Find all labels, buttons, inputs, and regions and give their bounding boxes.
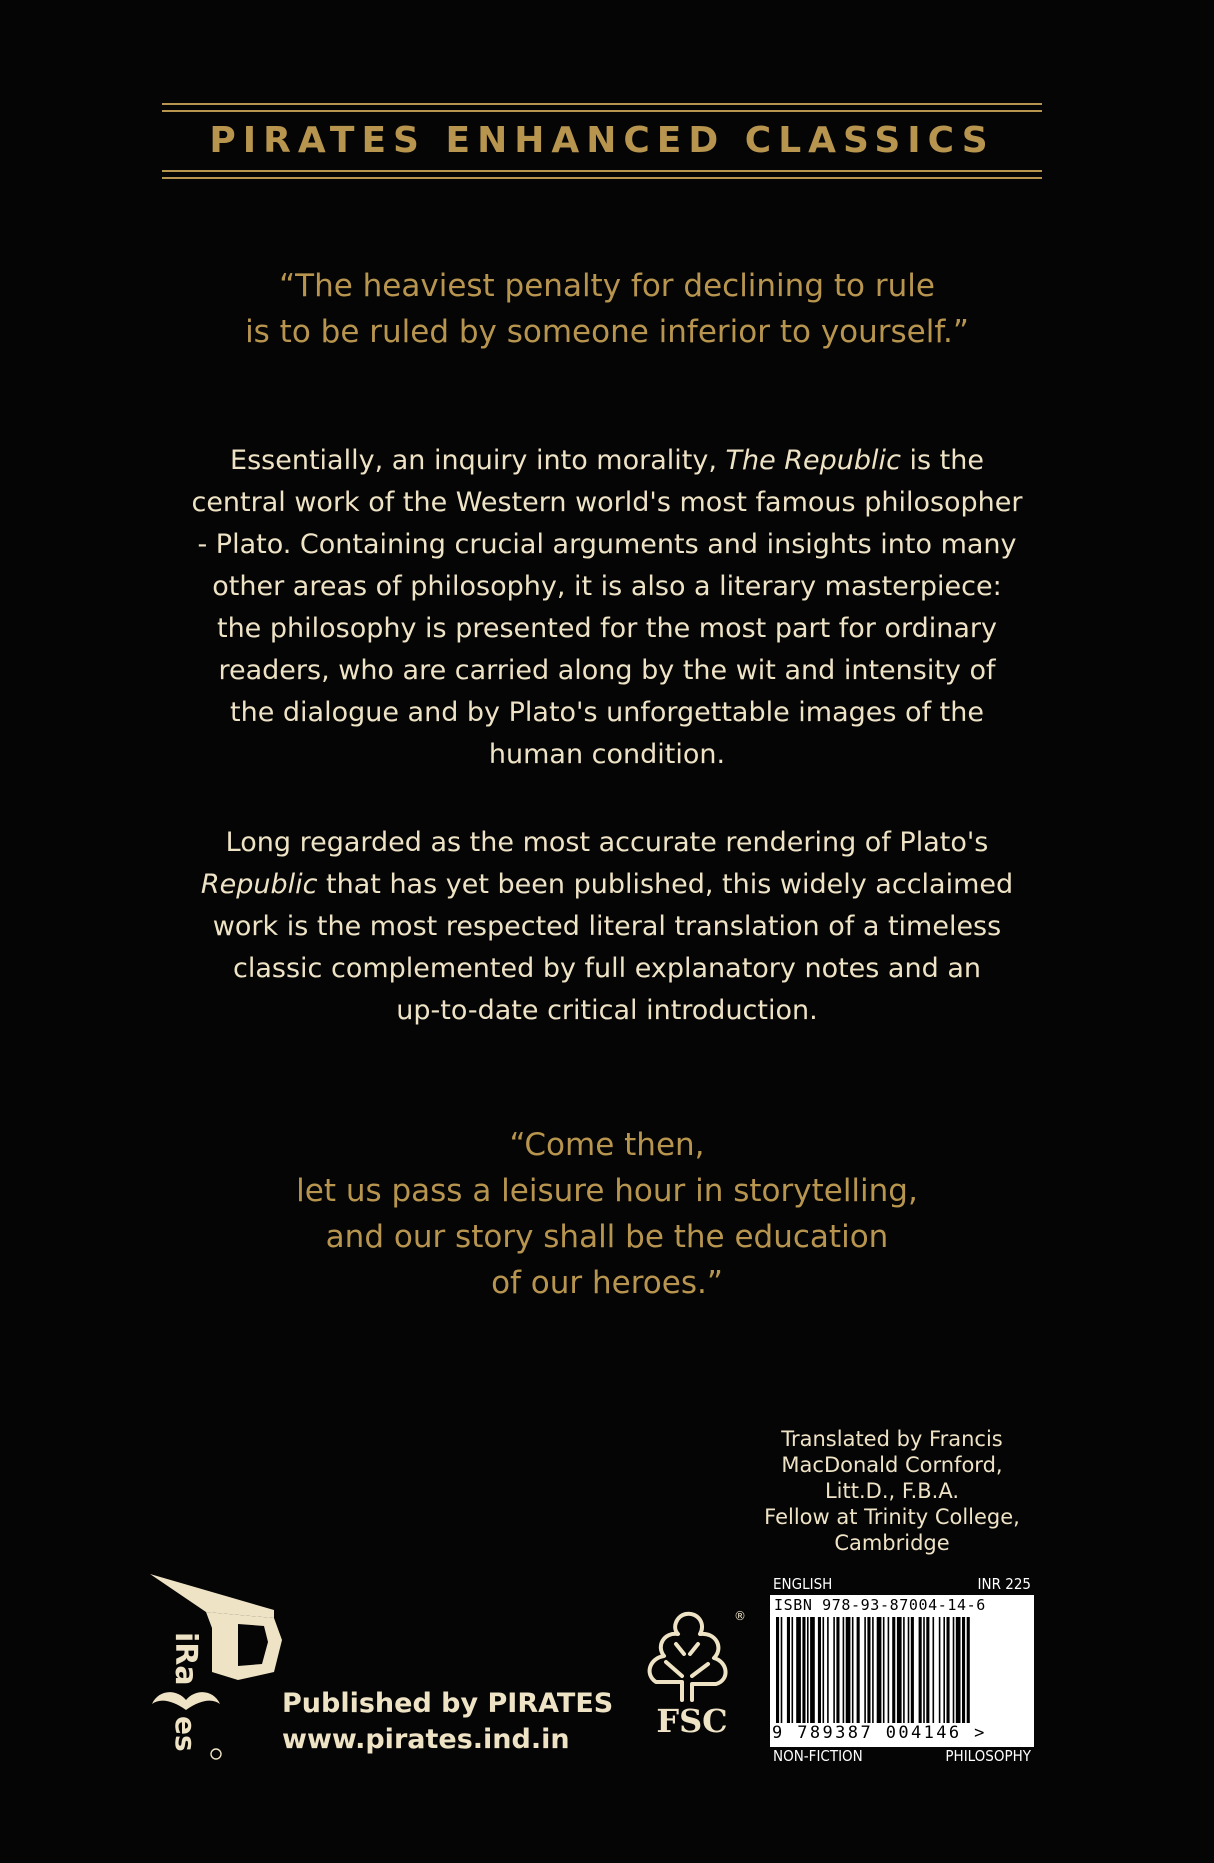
blurb-line: other areas of philosophy, it is also a literary masterpiece:	[212, 571, 1002, 602]
fsc-tree-icon	[636, 1604, 748, 1738]
barcode-bar	[802, 1617, 805, 1723]
blurb-line: work is the most respected literal translation of a timeless	[212, 911, 1002, 942]
barcode-bar	[857, 1617, 860, 1723]
barcode-bar	[908, 1617, 910, 1723]
blurb-line: the philosophy is presented for the most part for ordinary	[216, 613, 998, 644]
barcode-bar	[926, 1617, 929, 1723]
barcode-bar	[943, 1617, 945, 1723]
barcode-bar	[852, 1617, 854, 1723]
barcode-bar	[864, 1617, 866, 1723]
barcode-bar	[903, 1617, 905, 1723]
blurb-paragraph-1	[140, 440, 1074, 776]
blurb-line: central work of the Western world's most famous philosopher	[191, 487, 1023, 518]
translator-line: Litt.D., F.B.A.	[824, 1479, 959, 1503]
book-title-italic: The Republic	[725, 445, 901, 476]
series-header	[162, 103, 1042, 179]
category-label-right: PHILOSOPHY	[945, 1747, 1031, 1765]
svg-text:es: es	[169, 1716, 202, 1752]
blurb-line: - Plato. Containing crucial arguments and insights into many	[197, 529, 1017, 560]
top-quote-line: “The heaviest penalty for declining to rule	[279, 268, 935, 304]
top-rule-inner	[162, 110, 1042, 112]
translator-line: Translated by Francis	[781, 1427, 1003, 1451]
translator-line: MacDonald Cornford,	[781, 1453, 1003, 1477]
barcode-bar	[823, 1617, 825, 1723]
price-label: INR 225	[977, 1575, 1031, 1593]
blurb-text: is the	[900, 445, 984, 476]
barcode-digits: 9 789387 004146 >	[772, 1723, 987, 1743]
category-label-left: NON-FICTION	[773, 1747, 863, 1765]
top-quote-line: is to be ruled by someone inferior to yourself.”	[245, 314, 969, 350]
barcode-bar	[923, 1617, 925, 1723]
barcode-bar	[947, 1617, 950, 1723]
barcode-bar	[962, 1617, 965, 1723]
isbn-text: ISBN 978-93-87004-14-6	[774, 1596, 986, 1614]
blurb-text: that has yet been published, this widely acclaimed	[317, 869, 1014, 900]
barcode-bar	[888, 1617, 890, 1723]
publisher-name: Published by PIRATES	[282, 1688, 614, 1719]
barcode-bar	[872, 1617, 874, 1723]
bottom-quote	[100, 1122, 1114, 1306]
svg-text:iRa: iRa	[168, 1632, 203, 1686]
barcode-bar	[892, 1617, 895, 1723]
blurb-line: the dialogue and by Plato's unforgettable images of the	[230, 697, 984, 728]
svg-text:®: ®	[734, 1609, 746, 1623]
barcode-bar	[810, 1617, 815, 1723]
barcode-bar	[796, 1617, 801, 1723]
svg-text:FSC: FSC	[656, 1702, 728, 1738]
barcode-bar	[883, 1617, 885, 1723]
barcode-bar	[776, 1617, 779, 1723]
barcode-bar	[818, 1617, 821, 1723]
translator-line: Fellow at Trinity College,	[764, 1505, 1020, 1529]
barcode-icon	[776, 1617, 1028, 1723]
barcode-bar	[867, 1617, 870, 1723]
translator-line: Cambridge	[834, 1531, 950, 1555]
blurb-text: Essentially, an inquiry into morality,	[230, 445, 726, 476]
blurb-line: up-to-date critical introduction.	[396, 995, 818, 1026]
barcode-bar	[792, 1617, 794, 1723]
barcode-box	[770, 1595, 1034, 1747]
barcode-bar	[833, 1617, 835, 1723]
barcode-bar	[827, 1617, 829, 1723]
barcode-bar	[911, 1617, 914, 1723]
barcode-bar	[897, 1617, 902, 1723]
book-title-italic: Republic	[200, 869, 318, 900]
barcode-bar	[843, 1617, 845, 1723]
language-label: ENGLISH	[773, 1575, 833, 1593]
publisher-website-link[interactable]: www.pirates.ind.in	[282, 1724, 570, 1755]
blurb-line	[140, 864, 1074, 906]
bottom-rule-inner	[162, 170, 1042, 172]
series-title: PIRATES ENHANCED CLASSICS	[209, 120, 995, 161]
barcode-bar	[836, 1617, 839, 1723]
barcode-bar	[956, 1617, 961, 1723]
barcode-bar	[919, 1617, 922, 1723]
barcode-bar	[846, 1617, 851, 1723]
pirates-logo-icon	[146, 1572, 286, 1762]
bottom-quote-line: “Come then,	[509, 1127, 705, 1163]
barcode-bar	[877, 1617, 882, 1723]
blurb-line	[140, 440, 1074, 482]
barcode-bar	[967, 1617, 970, 1723]
bottom-quote-line: and our story shall be the education	[325, 1219, 889, 1255]
bottom-rule-outer	[162, 177, 1042, 179]
blurb-line: readers, who are carried along by the wit and intensity of	[218, 655, 996, 686]
translator-credit	[742, 1426, 1042, 1556]
blurb-line: classic complemented by full explanatory notes and an	[233, 953, 981, 984]
barcode-bar	[933, 1617, 935, 1723]
blurb-line: Long regarded as the most accurate rendering of Plato's	[225, 827, 989, 858]
barcode-bar	[787, 1617, 790, 1723]
top-quote	[100, 263, 1114, 355]
barcode-bar	[939, 1617, 941, 1723]
barcode-bar	[807, 1617, 809, 1723]
top-rule-outer	[162, 103, 1042, 105]
blurb-paragraph-2	[140, 822, 1074, 1032]
publisher-info	[282, 1686, 613, 1758]
bottom-quote-line: let us pass a leisure hour in storytelling,	[296, 1173, 918, 1209]
barcode-bar	[953, 1617, 955, 1723]
barcode-panel	[770, 1575, 1034, 1765]
barcode-bar	[781, 1617, 783, 1723]
bottom-quote-line: of our heroes.”	[491, 1265, 723, 1301]
blurb-line: human condition.	[488, 739, 726, 770]
